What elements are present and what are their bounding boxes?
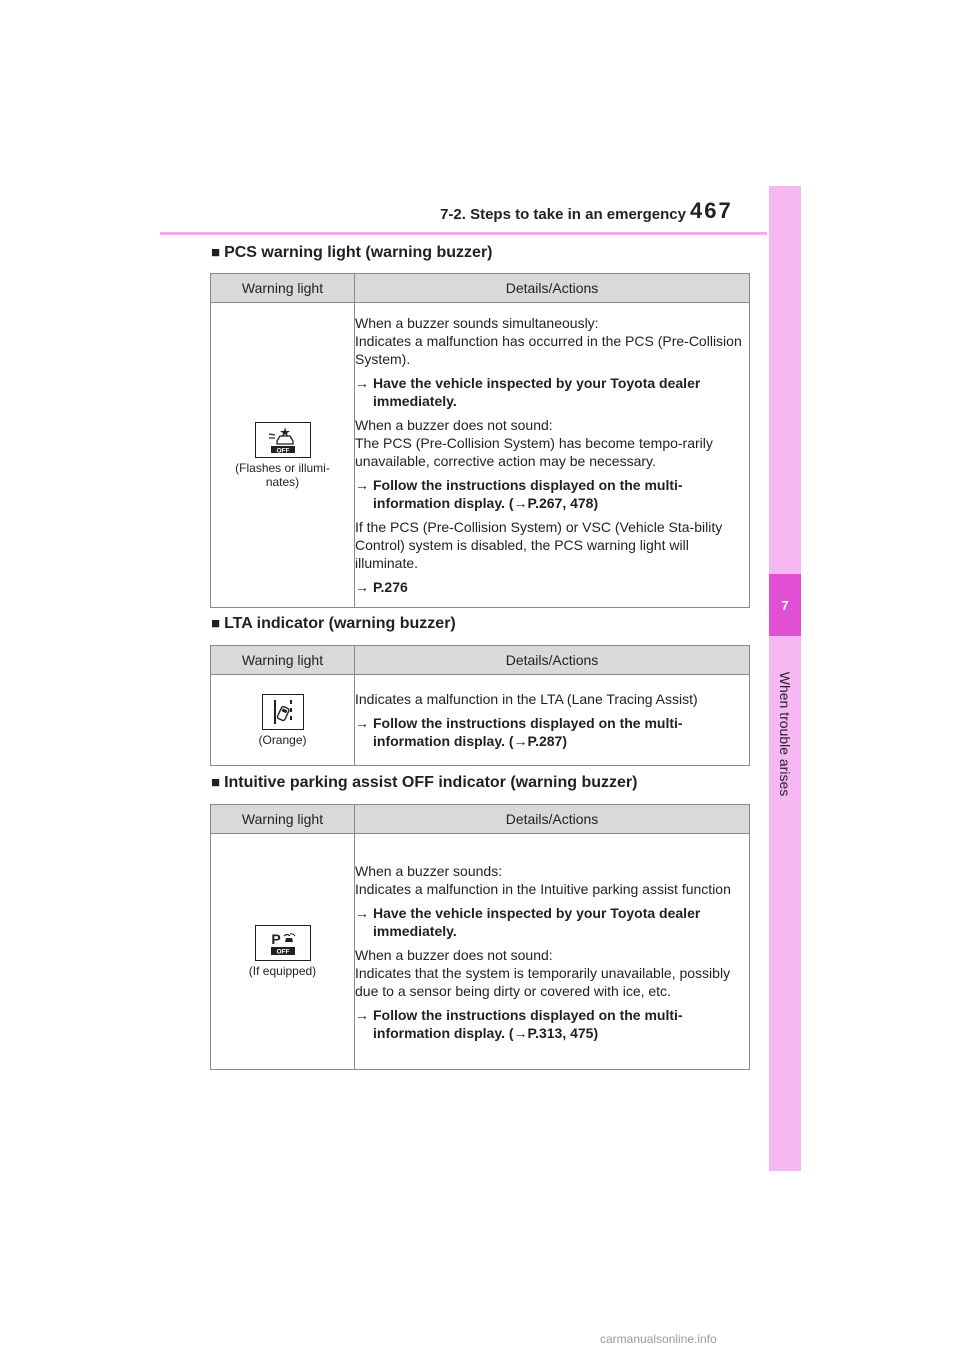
pcs-action-1: Have the vehicle inspected by your Toyota dealer immediately. xyxy=(373,375,701,409)
parking-condition-1-text: Indicates a malfunction in the Intuitive parking assist function xyxy=(355,880,731,897)
col-header-details: Details/Actions xyxy=(355,805,750,834)
page-number: 467 xyxy=(690,198,733,223)
pcs-heading-text: PCS warning light (warning buzzer) xyxy=(224,244,493,261)
square-bullet-icon: ■ xyxy=(211,774,221,791)
square-bullet-icon: ■ xyxy=(211,615,221,632)
arrow-icon: → xyxy=(513,733,528,749)
pcs-section-heading xyxy=(211,244,493,262)
pcs-off-icon xyxy=(255,422,311,458)
parking-heading-text: Intuitive parking assist OFF indicator (warning buzzer) xyxy=(224,774,638,791)
arrow-icon: → xyxy=(513,495,528,511)
svg-text:OFF: OFF xyxy=(276,948,289,956)
lta-icon-cell xyxy=(211,675,355,766)
pcs-icon-caption: (Flashes or illumi- nates) xyxy=(235,460,330,489)
parking-condition-2-text: Indicates that the system is temporarily unavailable, possibly due to a sensor being dirty or covered with ice, etc. xyxy=(355,964,731,999)
parking-details-cell xyxy=(355,834,750,1070)
pcs-action-2: Follow the instructions displayed on the multi-information display. ( xyxy=(373,477,683,511)
col-header-warning-light: Warning light xyxy=(211,646,355,675)
pcs-action-2-ref[interactable]: P.267, 478) xyxy=(527,495,599,511)
lta-details-cell xyxy=(355,675,750,766)
col-header-details: Details/Actions xyxy=(355,274,750,303)
pcs-condition-1-text: Indicates a malfunction has occurred in the PCS (Pre-Collision System). xyxy=(355,333,742,367)
col-header-warning-light: Warning light xyxy=(211,805,355,834)
watermark: carmanualsonline.info xyxy=(600,1332,717,1346)
lta-warning-table xyxy=(210,645,750,766)
lta-condition: Indicates a malfunction in the LTA (Lane Tracing Assist) xyxy=(355,691,698,707)
pcs-action-3-ref[interactable]: P.276 xyxy=(373,579,408,595)
parking-warning-table xyxy=(210,804,750,1070)
arrow-icon: → xyxy=(355,904,369,921)
header-rule xyxy=(160,232,767,235)
chapter-title: When trouble arises xyxy=(777,671,793,797)
section-title: 7-2. Steps to take in an emergency xyxy=(440,206,686,223)
parking-icon-caption: (If equipped) xyxy=(248,964,317,978)
svg-text:P: P xyxy=(270,931,281,947)
arrow-icon: → xyxy=(513,1024,528,1041)
arrow-icon: → xyxy=(355,715,369,731)
lta-icon-caption: (Orange) xyxy=(258,732,307,747)
arrow-icon: → xyxy=(355,579,369,595)
parking-action-2: Follow the instructions displayed on the multi-information display. ( xyxy=(373,1006,683,1041)
lta-action: Follow the instructions displayed on the multi-information display. ( xyxy=(373,715,683,749)
parking-condition-2: When a buzzer does not sound: xyxy=(355,946,553,963)
pcs-warning-table xyxy=(210,273,750,608)
chapter-number: 7 xyxy=(769,574,801,636)
chapter-tab[interactable] xyxy=(769,186,801,1171)
svg-text:OFF: OFF xyxy=(276,446,289,454)
square-bullet-icon: ■ xyxy=(211,244,221,261)
arrow-icon: → xyxy=(355,1006,369,1023)
parking-condition-1: When a buzzer sounds: xyxy=(355,862,503,879)
lta-heading-text: LTA indicator (warning buzzer) xyxy=(224,615,456,632)
lta-action-ref[interactable]: P.287) xyxy=(527,733,567,749)
lta-indicator-icon xyxy=(262,694,304,730)
lta-section-heading xyxy=(211,615,456,633)
arrow-icon: → xyxy=(355,375,369,391)
arrow-icon: → xyxy=(355,477,369,493)
pcs-condition-2: When a buzzer does not sound: xyxy=(355,417,553,433)
parking-icon-cell xyxy=(211,834,355,1070)
col-header-details: Details/Actions xyxy=(355,646,750,675)
pcs-details-cell xyxy=(355,303,750,608)
pcs-condition-2-text: The PCS (Pre-Collision System) has become tempo-rarily unavailable, corrective action may be necessary. xyxy=(355,435,713,469)
pcs-icon-cell xyxy=(211,303,355,608)
pcs-condition-1: When a buzzer sounds simultaneously: xyxy=(355,315,599,331)
parking-action-2-ref[interactable]: P.313, 475) xyxy=(527,1024,599,1041)
parking-assist-off-icon xyxy=(255,925,311,961)
col-header-warning-light: Warning light xyxy=(211,274,355,303)
parking-action-1: Have the vehicle inspected by your Toyota dealer immediately. xyxy=(373,904,701,939)
pcs-condition-3: If the PCS (Pre-Collision System) or VSC (Vehicle Sta-bility Control) system is disabled, the PCS warning light will illuminate. xyxy=(355,519,723,571)
parking-section-heading xyxy=(211,774,637,792)
